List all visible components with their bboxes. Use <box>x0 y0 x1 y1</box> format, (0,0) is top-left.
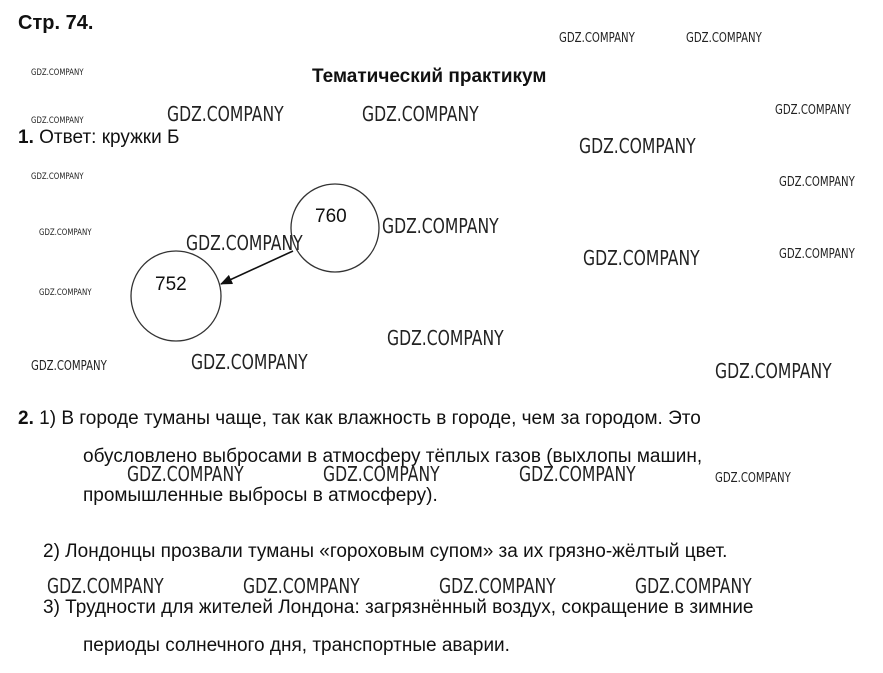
circle-760-label: 760 <box>315 206 347 227</box>
circle-752-label: 752 <box>155 274 187 295</box>
task2-number: 2. <box>18 408 34 429</box>
page-label: Стр. 74. <box>18 12 94 34</box>
watermark: GDZ.COMPANY <box>31 116 84 126</box>
watermark: GDZ.COMPANY <box>31 359 107 374</box>
watermark: GDZ.COMPANY <box>382 214 499 238</box>
watermark: GDZ.COMPANY <box>127 462 244 486</box>
watermark: GDZ.COMPANY <box>686 31 762 46</box>
watermark: GDZ.COMPANY <box>186 231 303 255</box>
task1-number: 1. <box>18 127 34 148</box>
watermark: GDZ.COMPANY <box>362 102 479 126</box>
watermark: GDZ.COMPANY <box>323 462 440 486</box>
task2-item2: 2) Лондонцы прозвали туманы «гороховым супом» за их грязно-жёлтый цвет. <box>43 541 728 562</box>
circle-760 <box>291 184 379 272</box>
task2-item1-line2: обусловлено выбросами в атмосферу тёплых газов (выхлопы машин, <box>83 446 703 467</box>
watermark: GDZ.COMPANY <box>31 68 84 78</box>
watermark: GDZ.COMPANY <box>39 228 92 238</box>
watermark: GDZ.COMPANY <box>243 574 360 598</box>
watermark: GDZ.COMPANY <box>47 574 164 598</box>
watermark: GDZ.COMPANY <box>779 175 855 190</box>
watermark: GDZ.COMPANY <box>39 288 92 298</box>
task2-item3-line1: 3) Трудности для жителей Лондона: загрязнённый воздух, сокращение в зимние <box>43 597 754 618</box>
watermark: GDZ.COMPANY <box>779 247 855 262</box>
task1-text: Ответ: кружки Б <box>39 127 180 148</box>
watermark: GDZ.COMPANY <box>191 350 308 374</box>
watermark: GDZ.COMPANY <box>31 172 84 182</box>
watermark: GDZ.COMPANY <box>519 462 636 486</box>
watermark: GDZ.COMPANY <box>559 31 635 46</box>
watermark: GDZ.COMPANY <box>775 103 851 118</box>
watermark: GDZ.COMPANY <box>387 326 504 350</box>
watermark: GDZ.COMPANY <box>167 102 284 126</box>
circle-752 <box>131 251 221 341</box>
task2-item3-line2: периоды солнечного дня, транспортные аварии. <box>83 635 510 656</box>
task2-item1-text: 1) В городе туманы чаще, так как влажность в городе, чем за городом. Это <box>39 408 701 429</box>
watermark: GDZ.COMPANY <box>715 359 832 383</box>
task2-item1-line3: промышленные выбросы в атмосферу). <box>83 485 438 506</box>
watermark: GDZ.COMPANY <box>715 471 791 486</box>
arrow <box>221 251 293 284</box>
watermark: GDZ.COMPANY <box>579 134 696 158</box>
watermark: GDZ.COMPANY <box>439 574 556 598</box>
watermark: GDZ.COMPANY <box>583 246 700 270</box>
watermark: GDZ.COMPANY <box>635 574 752 598</box>
task2-item1-line1 <box>18 408 701 430</box>
page-title: Тематический практикум <box>312 66 547 87</box>
